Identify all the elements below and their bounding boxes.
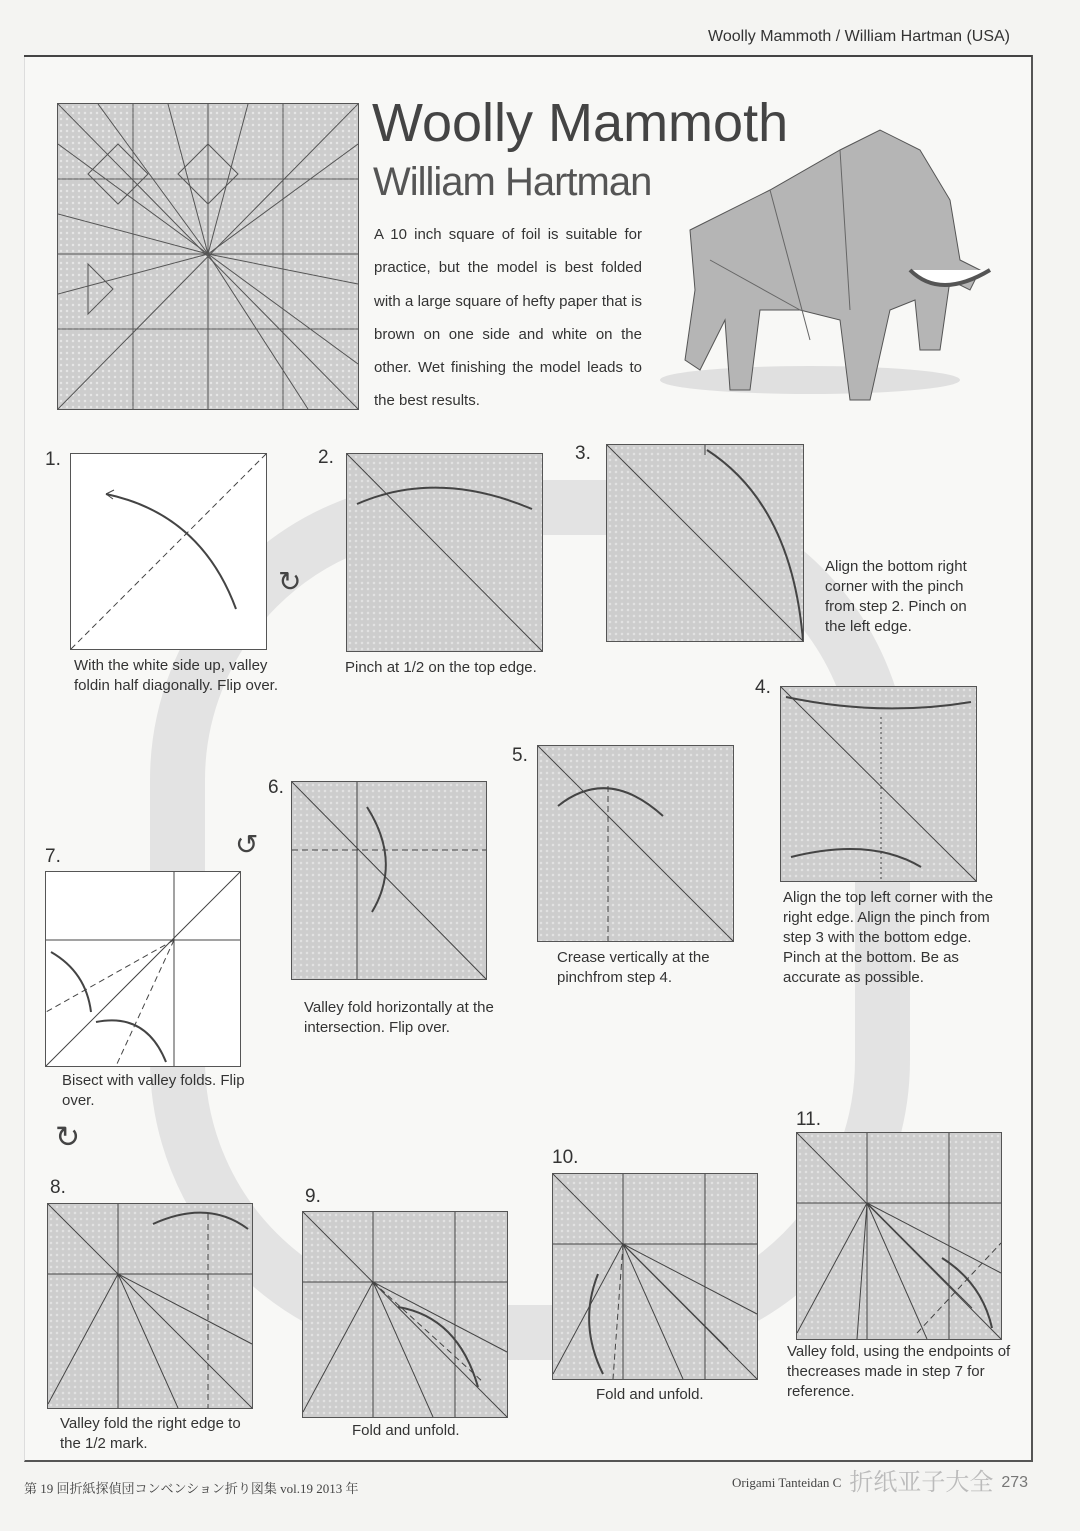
- step-11-caption: Valley fold, using the endpoints of thecreases made in step 7 for reference.: [787, 1343, 1011, 1400]
- step-7-caption: Bisect with valley folds. Flip over.: [62, 1072, 245, 1109]
- step-4-diagram: [780, 686, 977, 882]
- header-rule: [24, 55, 1032, 57]
- page-title: Woolly Mammoth: [372, 93, 789, 153]
- step-2-number: 2.: [318, 447, 334, 468]
- step-1-number: 1.: [45, 449, 61, 470]
- footer-right-group: [732, 1468, 1028, 1498]
- step-2-caption: Pinch at 1/2 on the top edge.: [345, 659, 537, 676]
- step-11-number: 11.: [796, 1109, 822, 1130]
- intro-text: A 10 inch square of foil is suitable for practice, but the model is best folded with a large square of hefty paper that is brown on one side and white on the other. Wet finishing the model leads to the best results.: [374, 226, 642, 410]
- crease-pattern: [57, 103, 359, 410]
- step-7-number: 7.: [45, 846, 61, 867]
- step-5-number: 5.: [512, 745, 528, 766]
- step-3-diagram: [606, 444, 804, 642]
- author-name: William Hartman: [373, 160, 652, 204]
- footer-publication: 第 19 回折紙探偵団コンベンション折り図集 vol.19 2013 年: [24, 1481, 359, 1496]
- step-3-number: 3.: [575, 443, 591, 464]
- step-11-diagram: [796, 1132, 1002, 1340]
- step-10-diagram: [552, 1173, 758, 1380]
- step-1-diagram: [70, 453, 267, 650]
- mammoth-photo: [650, 110, 1010, 410]
- step-6-diagram: [291, 781, 487, 980]
- flip-over-icon: ↺: [235, 829, 259, 860]
- step-5-caption: Crease vertically at the pinchfrom step 4.: [557, 949, 710, 986]
- step-4-caption: Align the top left corner with the right edge. Align the pinch from step 3 with the bottom edge. Pinch at the bottom. Be as accurate as possible.: [783, 889, 994, 986]
- step-7-diagram: [45, 871, 241, 1067]
- step-10-number: 10.: [552, 1147, 579, 1168]
- step-4-number: 4.: [755, 677, 771, 698]
- step-10-caption: Fold and unfold.: [596, 1386, 704, 1403]
- step-1-caption: With the white side up, valley foldin half diagonally. Flip over.: [74, 657, 279, 694]
- step-8-number: 8.: [50, 1177, 66, 1198]
- running-title: Woolly Mammoth / William Hartman (USA): [708, 28, 1010, 45]
- step-2-diagram: [346, 453, 543, 652]
- step-9-diagram: [302, 1211, 508, 1418]
- step-9-caption: Fold and unfold.: [352, 1422, 460, 1439]
- watermark: 折纸亚子大全: [849, 1469, 994, 1496]
- step-6-caption: Valley fold horizontally at the intersection. Flip over.: [304, 999, 494, 1036]
- step-8-diagram: [47, 1203, 253, 1409]
- step-3-caption: Align the bottom right corner with the pinch from step 2. Pinch on the left edge.: [825, 558, 967, 635]
- flip-over-icon: ↻: [278, 566, 302, 597]
- step-9-number: 9.: [305, 1186, 321, 1207]
- step-8-caption: Valley fold the right edge to the 1/2 mark.: [60, 1415, 241, 1452]
- step-6-number: 6.: [268, 777, 284, 798]
- flip-over-icon: ↻: [55, 1121, 81, 1154]
- footer-publisher: Origami Tanteidan C: [732, 1475, 842, 1490]
- step-5-diagram: [537, 745, 734, 942]
- page-number: 273: [1001, 1474, 1029, 1491]
